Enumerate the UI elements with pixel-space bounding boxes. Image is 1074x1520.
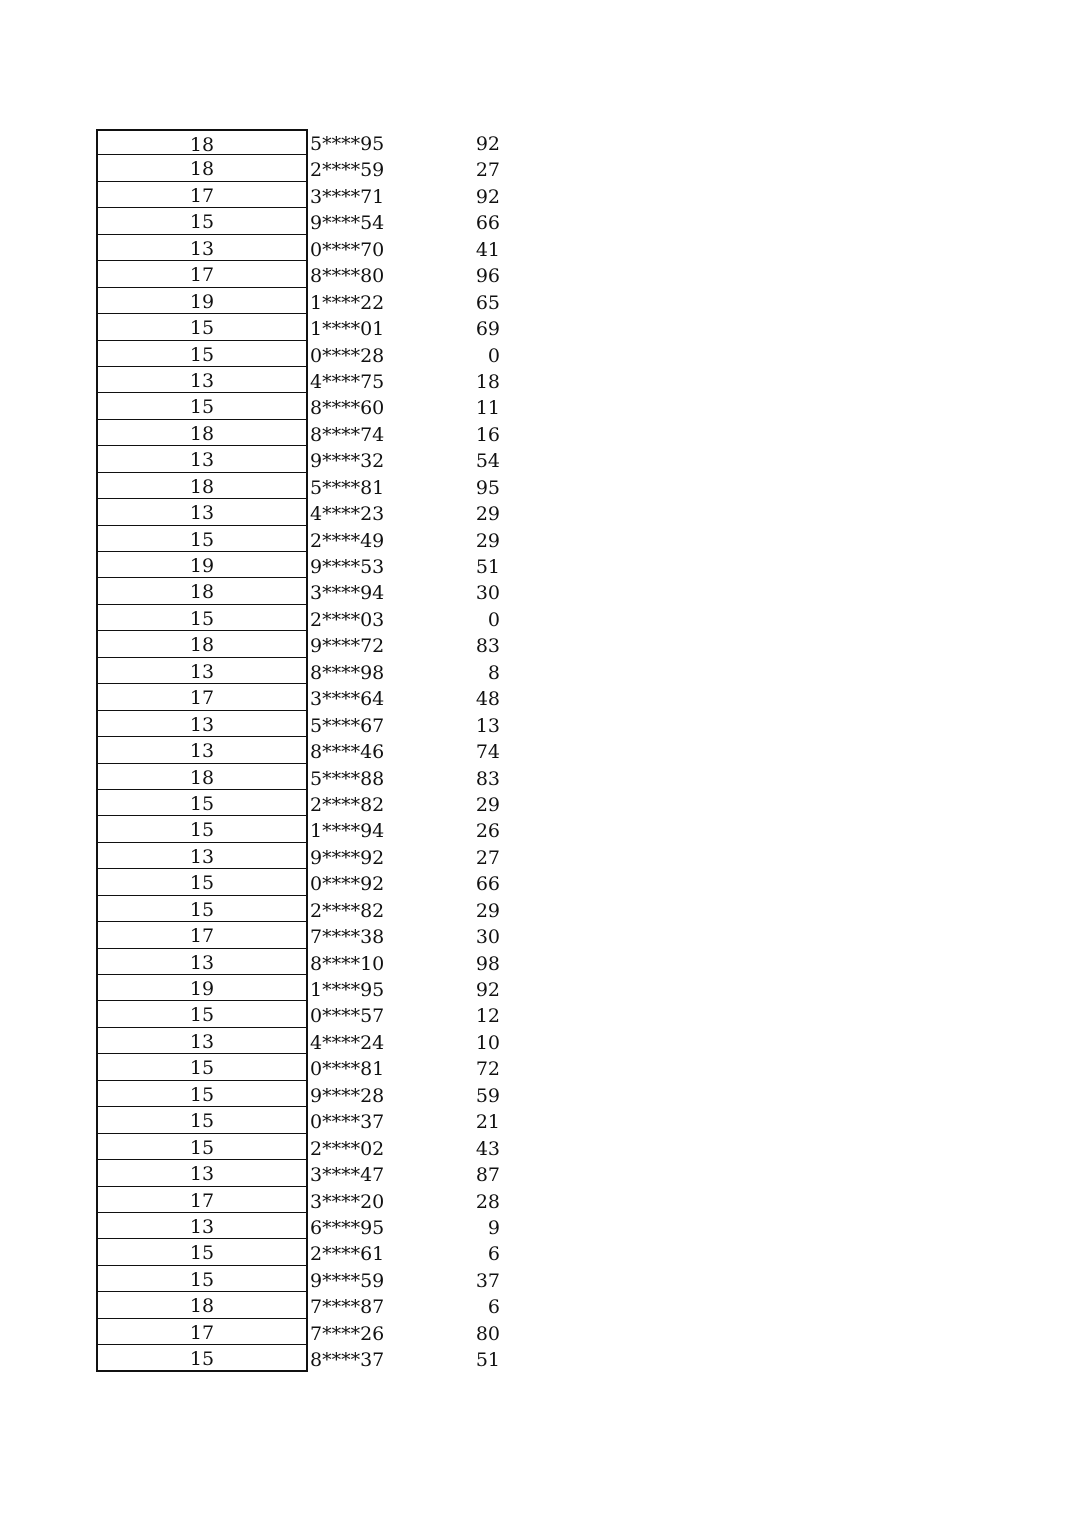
table-row — [96, 1292, 516, 1318]
cell-col2: 3****94 — [310, 582, 385, 605]
cell-col2: 1****22 — [310, 291, 385, 314]
cell-col2: 5****88 — [310, 767, 385, 790]
table-row — [96, 367, 516, 393]
cell-col3: 18 — [475, 370, 500, 393]
cell-col1: 13 — [96, 737, 308, 763]
table-row — [96, 1187, 516, 1213]
cell-col3: 92 — [475, 979, 500, 1001]
cell-col3: 43 — [475, 1137, 500, 1160]
table-row — [96, 129, 516, 155]
cell-col2: 7****26 — [310, 1322, 385, 1345]
cell-col3: 29 — [475, 899, 500, 922]
table-row — [96, 1028, 516, 1054]
cell-col3: 51 — [475, 1349, 500, 1372]
cell-col3: 6 — [487, 1296, 500, 1319]
cell-col3: 29 — [475, 793, 500, 816]
cell-col2: 9****54 — [310, 212, 385, 235]
cell-col1: 13 — [96, 499, 308, 525]
cell-col3: 96 — [475, 265, 500, 288]
table-row — [96, 1054, 516, 1080]
cell-col2: 8****46 — [310, 741, 385, 764]
cell-col3: 6 — [487, 1243, 500, 1266]
cell-col3: 98 — [475, 952, 500, 975]
cell-col3: 59 — [475, 1084, 500, 1107]
cell-col1: 15 — [96, 790, 308, 816]
cell-col3: 66 — [475, 873, 500, 896]
data-table — [96, 129, 516, 1372]
cell-col1: 15 — [96, 314, 308, 340]
cell-col3: 29 — [475, 503, 500, 526]
cell-col1: 18 — [96, 631, 308, 657]
cell-col3: 10 — [475, 1031, 500, 1054]
table-row — [96, 1081, 516, 1107]
cell-col1: 15 — [96, 1266, 308, 1292]
table-row — [96, 578, 516, 604]
table-row — [96, 473, 516, 499]
cell-col2: 2****02 — [310, 1137, 385, 1160]
cell-col3: 12 — [475, 1005, 500, 1028]
cell-col2: 9****59 — [310, 1269, 385, 1292]
cell-col2: 3****71 — [310, 185, 385, 208]
table-row — [96, 446, 516, 472]
cell-col3: 27 — [475, 159, 500, 182]
cell-col1: 13 — [96, 1213, 308, 1239]
cell-col2: 0****28 — [310, 344, 385, 367]
cell-col1: 18 — [96, 420, 308, 446]
cell-col2: 9****72 — [310, 635, 385, 658]
cell-col2: 9****92 — [310, 846, 385, 869]
cell-col1: 15 — [96, 1345, 308, 1371]
table-row — [96, 1213, 516, 1239]
cell-col2: 2****03 — [310, 608, 385, 631]
cell-col1: 13 — [96, 367, 308, 393]
table-row — [96, 1345, 516, 1371]
cell-col1: 15 — [96, 1054, 308, 1080]
table-row — [96, 499, 516, 525]
table-row — [96, 790, 516, 816]
cell-col1: 13 — [96, 711, 308, 737]
cell-col1: 13 — [96, 1028, 308, 1054]
cell-col1: 18 — [96, 155, 308, 181]
cell-col1: 17 — [96, 922, 308, 948]
cell-col2: 0****57 — [310, 1005, 385, 1028]
cell-col1: 19 — [96, 288, 308, 314]
cell-col1: 13 — [96, 446, 308, 472]
cell-col2: 1****95 — [310, 979, 385, 1001]
table-row — [96, 1160, 516, 1186]
cell-col1: 15 — [96, 869, 308, 895]
cell-col3: 27 — [475, 846, 500, 869]
cell-col1: 15 — [96, 1134, 308, 1160]
cell-col3: 51 — [475, 556, 500, 578]
cell-col2: 9****53 — [310, 556, 385, 578]
cell-col3: 30 — [475, 926, 500, 949]
table-row — [96, 182, 516, 208]
cell-col2: 2****61 — [310, 1243, 385, 1266]
cell-col1: 15 — [96, 1001, 308, 1027]
cell-col2: 3****47 — [310, 1164, 385, 1187]
cell-col3: 69 — [475, 318, 500, 341]
table-row — [96, 1107, 516, 1133]
table-row — [96, 816, 516, 842]
cell-col1: 13 — [96, 843, 308, 869]
table-row — [96, 526, 516, 552]
table-row — [96, 235, 516, 261]
cell-col1: 17 — [96, 1187, 308, 1213]
cell-col3: 29 — [475, 529, 500, 552]
cell-col2: 8****10 — [310, 952, 385, 975]
cell-col1: 15 — [96, 816, 308, 842]
cell-col1: 18 — [96, 764, 308, 790]
table-row — [96, 552, 516, 578]
cell-col3: 37 — [475, 1269, 500, 1292]
cell-col3: 72 — [475, 1058, 500, 1081]
cell-col3: 30 — [475, 582, 500, 605]
cell-col2: 4****24 — [310, 1031, 385, 1054]
cell-col1: 15 — [96, 896, 308, 922]
table-row — [96, 764, 516, 790]
cell-col2: 8****98 — [310, 661, 385, 684]
cell-col1: 18 — [96, 578, 308, 604]
cell-col1: 15 — [96, 1239, 308, 1265]
cell-col2: 4****75 — [310, 370, 385, 393]
cell-col1: 15 — [96, 526, 308, 552]
table-row — [96, 658, 516, 684]
table-row — [96, 949, 516, 975]
cell-col2: 8****37 — [310, 1349, 385, 1372]
table-row — [96, 922, 516, 948]
cell-col3: 26 — [475, 820, 500, 843]
cell-col3: 8 — [487, 661, 500, 684]
cell-col2: 9****32 — [310, 450, 385, 473]
table-row — [96, 869, 516, 895]
cell-col3: 13 — [475, 714, 500, 737]
cell-col2: 4****23 — [310, 503, 385, 526]
cell-col1: 15 — [96, 1081, 308, 1107]
table-row — [96, 261, 516, 287]
table-row — [96, 631, 516, 657]
table-row — [96, 155, 516, 181]
table-row — [96, 1319, 516, 1345]
cell-col2: 3****64 — [310, 688, 385, 711]
cell-col2: 0****81 — [310, 1058, 385, 1081]
cell-col1: 19 — [96, 552, 308, 578]
cell-col3: 41 — [475, 238, 500, 261]
cell-col2: 7****38 — [310, 926, 385, 949]
cell-col2: 0****37 — [310, 1111, 385, 1134]
cell-col1: 15 — [96, 605, 308, 631]
cell-col3: 87 — [475, 1164, 500, 1187]
cell-col3: 65 — [475, 291, 500, 314]
table-row — [96, 420, 516, 446]
cell-col1: 15 — [96, 341, 308, 367]
table-row — [96, 1266, 516, 1292]
table-row — [96, 1001, 516, 1027]
cell-col1: 17 — [96, 261, 308, 287]
table-row — [96, 684, 516, 710]
table-row — [96, 288, 516, 314]
cell-col1: 13 — [96, 949, 308, 975]
cell-col1: 13 — [96, 235, 308, 261]
cell-col1: 17 — [96, 182, 308, 208]
table-row — [96, 737, 516, 763]
cell-col3: 92 — [475, 133, 500, 155]
cell-col3: 83 — [475, 635, 500, 658]
table-row — [96, 711, 516, 737]
cell-col3: 95 — [475, 476, 500, 499]
cell-col3: 9 — [487, 1216, 500, 1239]
cell-col2: 0****92 — [310, 873, 385, 896]
cell-col2: 1****94 — [310, 820, 385, 843]
cell-col3: 0 — [487, 344, 500, 367]
cell-col3: 0 — [487, 608, 500, 631]
cell-col2: 6****95 — [310, 1216, 385, 1239]
cell-col1: 15 — [96, 393, 308, 419]
table-row — [96, 1239, 516, 1265]
table-row — [96, 341, 516, 367]
cell-col3: 48 — [475, 688, 500, 711]
cell-col1: 15 — [96, 208, 308, 234]
cell-col2: 8****74 — [310, 423, 385, 446]
cell-col2: 2****82 — [310, 793, 385, 816]
cell-col3: 80 — [475, 1322, 500, 1345]
cell-col3: 66 — [475, 212, 500, 235]
cell-col3: 28 — [475, 1190, 500, 1213]
table-row — [96, 208, 516, 234]
cell-col2: 5****95 — [310, 133, 385, 155]
cell-col3: 83 — [475, 767, 500, 790]
cell-col3: 16 — [475, 423, 500, 446]
cell-col2: 1****01 — [310, 318, 385, 341]
table-row — [96, 314, 516, 340]
cell-col1: 17 — [96, 1319, 308, 1345]
cell-col2: 2****49 — [310, 529, 385, 552]
cell-col2: 9****28 — [310, 1084, 385, 1107]
cell-col3: 11 — [475, 397, 500, 420]
cell-col1: 15 — [96, 1107, 308, 1133]
cell-col2: 5****67 — [310, 714, 385, 737]
table-row — [96, 896, 516, 922]
table-row — [96, 605, 516, 631]
cell-col1: 13 — [96, 1160, 308, 1186]
table-row — [96, 393, 516, 419]
cell-col3: 21 — [475, 1111, 500, 1134]
cell-col2: 2****82 — [310, 899, 385, 922]
cell-col2: 8****80 — [310, 265, 385, 288]
cell-col1: 19 — [96, 975, 308, 1001]
cell-col2: 2****59 — [310, 159, 385, 182]
cell-col2: 7****87 — [310, 1296, 385, 1319]
table-row — [96, 1134, 516, 1160]
cell-col1: 17 — [96, 684, 308, 710]
cell-col1: 18 — [96, 473, 308, 499]
table-row — [96, 843, 516, 869]
table-row — [96, 975, 516, 1001]
cell-col2: 3****20 — [310, 1190, 385, 1213]
cell-col1: 18 — [96, 1292, 308, 1318]
cell-col2: 5****81 — [310, 476, 385, 499]
cell-col2: 0****70 — [310, 238, 385, 261]
cell-col3: 74 — [475, 741, 500, 764]
cell-col1: 13 — [96, 658, 308, 684]
cell-col1: 18 — [96, 129, 308, 155]
cell-col2: 8****60 — [310, 397, 385, 420]
cell-col3: 54 — [475, 450, 500, 473]
cell-col3: 92 — [475, 185, 500, 208]
